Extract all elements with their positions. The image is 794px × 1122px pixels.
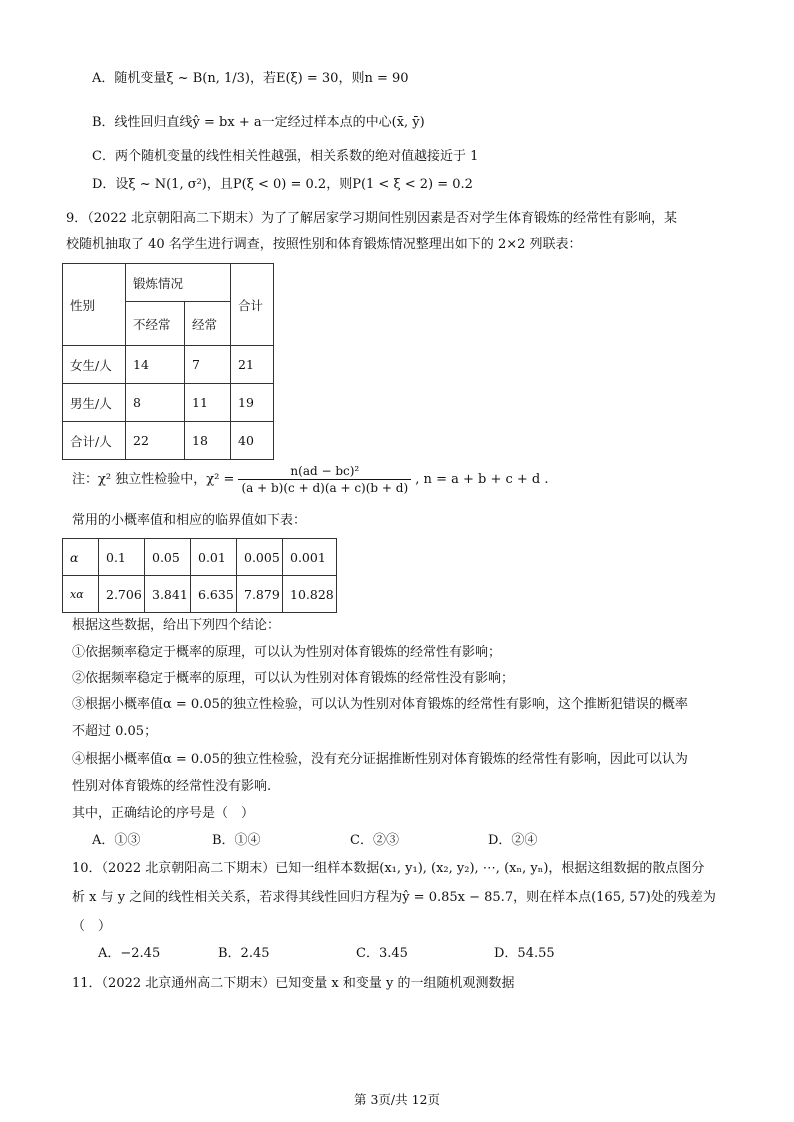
cell: 18 — [185, 422, 231, 460]
cell: 0.01 — [191, 539, 237, 576]
q10-options — [0, 945, 794, 963]
header-exercise: 锻炼情况 — [126, 264, 231, 302]
header-not-often: 不经常 — [126, 302, 185, 346]
chi-square-formula — [238, 463, 411, 496]
table-row — [63, 539, 337, 576]
q9-stem-line2: 校随机抽取了 40 名学生进行调查，按照性别和体育锻炼情况整理出如下的 2×2 列联表： — [66, 237, 582, 252]
q9-option-a: A．①③ — [92, 833, 141, 848]
cell: 22 — [126, 422, 185, 460]
q9-option-b: B．①④ — [212, 833, 261, 848]
q8-option-c: C．两个随机变量的线性相关性越强，相关系数的绝对值越接近于 1 — [92, 149, 479, 164]
q8-option-a: A．随机变量ξ ~ B(n, 1/3)，若E(ξ) = 30，则n = 90 — [92, 71, 409, 86]
header-gender: 性别 — [63, 264, 126, 346]
table-row — [63, 346, 274, 384]
conclusion-4-line2: 性别对体育锻炼的经常性没有影响. — [72, 779, 272, 794]
row-label: 合计/人 — [63, 422, 126, 460]
cell: 11 — [185, 384, 231, 422]
q8-option-b: B．线性回归直线ŷ = bx + a一定经过样本点的中心(x̄, ȳ) — [92, 115, 425, 130]
conclusion-intro: 根据这些数据，给出下列四个结论： — [72, 618, 281, 633]
formula-numerator: n(ad − bc)² — [238, 463, 411, 480]
cell: 10.828 — [283, 576, 337, 613]
contingency-table — [62, 263, 274, 460]
cell: xα — [63, 576, 99, 613]
q9-option-d: D．②④ — [488, 833, 538, 848]
cell: α — [63, 539, 99, 576]
q9-option-c: C．②③ — [350, 833, 399, 848]
cell: 0.005 — [237, 539, 283, 576]
cell: 6.635 — [191, 576, 237, 613]
q10-option-d: D．54.55 — [494, 946, 555, 961]
cell: 7 — [185, 346, 231, 384]
q10-line2: 析 x 与 y 之间的线性相关关系，若求得其线性回归方程为ŷ = 0.85x − 85.7，则在样本点(165, 57)处的残差为 — [72, 890, 716, 905]
q10-option-b: B．2.45 — [218, 946, 270, 961]
cell: 40 — [231, 422, 274, 460]
conclusion-3-line2: 不超过 0.05； — [72, 724, 158, 739]
conclusion-2: ②依据频率稳定于概率的原理，可以认为性别对体育锻炼的经常性没有影响； — [72, 671, 515, 686]
alpha-intro: 常用的小概率值和相应的临界值如下表： — [72, 513, 307, 528]
cell: 19 — [231, 384, 274, 422]
header-total: 合计 — [231, 264, 274, 346]
page-footer: 第 3页/共 12页 — [353, 1092, 441, 1107]
row-label: 女生/人 — [63, 346, 126, 384]
q10-line3: （ ） — [72, 919, 112, 934]
q11-line1: 11．（2022 北京通州高二下期末）已知变量 x 和变量 y 的一组随机观测数据 — [72, 976, 515, 991]
q9-question: 其中，正确结论的序号是（ ） — [72, 806, 255, 821]
q10-line1: 10．（2022 北京朝阳高二下期末）已知一组样本数据(x₁, y₁), (x₂, y₂), ⋯, (xₙ, yₙ)，根据这组数据的散点图分 — [72, 861, 705, 876]
cell: 14 — [126, 346, 185, 384]
cell: 8 — [126, 384, 185, 422]
chi-square-note — [72, 462, 549, 498]
conclusion-1: ①依据频率稳定于概率的原理，可以认为性别对体育锻炼的经常性有影响； — [72, 645, 502, 660]
note-suffix: , n = a + b + c + d . — [415, 472, 549, 487]
q10-option-c: C．3.45 — [356, 946, 408, 961]
cell: 0.05 — [145, 539, 191, 576]
header-often: 经常 — [185, 302, 231, 346]
conclusion-3-line1: ③根据小概率值α = 0.05的独立性检验，可以认为性别对体育锻炼的经常性有影响，这个推断犯错误的概率 — [72, 697, 688, 712]
table-row — [63, 576, 337, 613]
cell: 7.879 — [237, 576, 283, 613]
q10-option-a: A．−2.45 — [98, 946, 161, 961]
cell: 21 — [231, 346, 274, 384]
critical-value-table — [62, 538, 337, 613]
cell: 3.841 — [145, 576, 191, 613]
row-label: 男生/人 — [63, 384, 126, 422]
note-prefix: 注：χ² 独立性检验中，χ² = — [72, 472, 235, 487]
cell: 0.001 — [283, 539, 337, 576]
conclusion-4-line1: ④根据小概率值α = 0.05的独立性检验，没有充分证据推断性别对体育锻炼的经常性有影响，因此可以认为 — [72, 752, 688, 767]
formula-denominator: (a + b)(c + d)(a + c)(b + d) — [241, 481, 409, 495]
q8-option-d: D．设ξ ~ N(1, σ²)，且P(ξ < 0) = 0.2，则P(1 < ξ < 2) = 0.2 — [92, 177, 473, 192]
q9-stem-line1: 9．（2022 北京朝阳高二下期末）为了了解居家学习期间性别因素是否对学生体育锻炼的经常性有影响，某 — [66, 211, 677, 226]
q9-options — [0, 832, 794, 850]
cell: 0.1 — [99, 539, 145, 576]
table-row — [63, 422, 274, 460]
table-row — [63, 384, 274, 422]
cell: 2.706 — [99, 576, 145, 613]
